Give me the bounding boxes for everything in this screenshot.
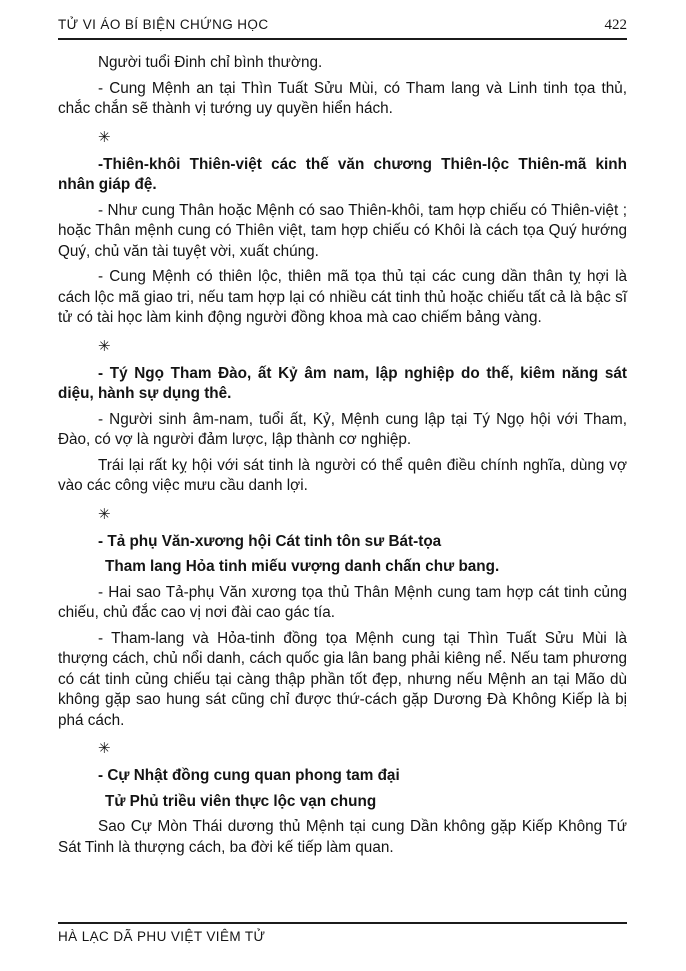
body-paragraph: Người tuổi Đinh chỉ bình thường.: [98, 54, 323, 71]
section-heading-line2: Tử Phủ triều viên thực lộc vạn chung: [105, 792, 377, 810]
body-paragraph: - Như cung Thân hoặc Mệnh có sao Thiên-khôi, tam hợp chiếu có Thiên-việt ; hoặc Thân mệnh cung có Thiên việt, tam hợp chiếu có Khôi là cách tọa Quý hướng Quý, chủ văn tài tuyệt vời, xuất chúng.: [58, 201, 627, 260]
body-paragraph: - Cung Mệnh có thiên lộc, thiên mã tọa thủ tại các cung dần thân tỵ hợi là cách lộc mã giao tri, nếu tam hợp lại có nhiều cát tinh thủ hoặc chiếu tất cả là bậc sĩ tử có tài học làm kinh động người đồng khoa mà cao chiếm bảng vàng.: [58, 268, 627, 326]
section-divider-ornament: ✳: [98, 337, 111, 355]
section-heading: - Tả phụ Văn-xương hội Cát tinh tôn sư Bát-tọa: [98, 532, 442, 550]
body-paragraph: - Tham-lang và Hỏa-tinh đồng tọa Mệnh cung tại Thìn Tuất Sửu Mùi là thượng cách, chủ nổi danh, cách quốc gia lân bang phải kiêng nể. Nếu tam phương có cát tinh củng chiếu tại càng thập phần tốt đẹp, nhưng nếu Mệnh an tại Mão dù không gặp sao hung sát cũng chỉ được thứ-cách gặp Dương Đà Không Kiếp là bị phá cách.: [58, 629, 627, 729]
page-number: 422: [604, 17, 627, 33]
section-heading-line2: Tham lang Hỏa tinh miếu vượng danh chấn chư bang.: [105, 558, 500, 575]
running-head: [58, 17, 627, 34]
section-divider-ornament: ✳: [98, 128, 111, 146]
section-heading: -Thiên-khôi Thiên-việt các thế văn chương Thiên-lộc Thiên-mã kinh nhân giáp đệ.: [58, 155, 627, 193]
body-paragraph: - Cung Mệnh an tại Thìn Tuất Sửu Mùi, có Tham lang và Linh tinh tọa thủ, chắc chắn sẽ thành vị tướng uy quyền hiển hách.: [58, 79, 627, 117]
body-paragraph: Trái lại rất kỵ hội với sát tinh là người có thể quên điều chính nghĩa, dùng vợ vào các công việc mưu cầu danh lợi.: [58, 456, 627, 494]
running-title: TỬ VI ÁO BÍ BIỆN CHỨNG HỌC: [58, 17, 269, 32]
page-footer: [58, 922, 627, 944]
section-divider-ornament: ✳: [98, 740, 111, 757]
page-body: [0, 40, 686, 858]
body-paragraph: - Hai sao Tả-phụ Văn xương tọa thủ Thân Mệnh cung tam hợp cát tinh củng chiếu, chủ đắc cao vị nơi đài cao gác tía.: [58, 583, 627, 621]
footer-rule: [58, 922, 627, 924]
footer-text: HÀ LẠC DÃ PHU VIỆT VIÊM TỬ: [58, 929, 266, 944]
section-heading: - Tý Ngọ Tham Đào, ất Kỷ âm nam, lập nghiệp do thế, kiêm năng sát diệu, hành sự dụng thê.: [58, 364, 627, 402]
body-paragraph: Sao Cự Mòn Thái dương thủ Mệnh tại cung Dần không gặp Kiếp Không Tứ Sát Tinh là thượng cách, ba đời kế tiếp làm quan.: [58, 818, 627, 856]
section-divider-ornament: ✳: [98, 505, 111, 523]
section-heading: - Cự Nhật đồng cung quan phong tam đại: [98, 767, 400, 784]
body-paragraph: - Người sinh âm-nam, tuổi ất, Kỷ, Mệnh cung lập tại Tý Ngọ hội với Tham, Đào, có vợ là người đảm lược, lập thành cơ nghiệp.: [58, 410, 627, 448]
page-header: [0, 0, 686, 40]
